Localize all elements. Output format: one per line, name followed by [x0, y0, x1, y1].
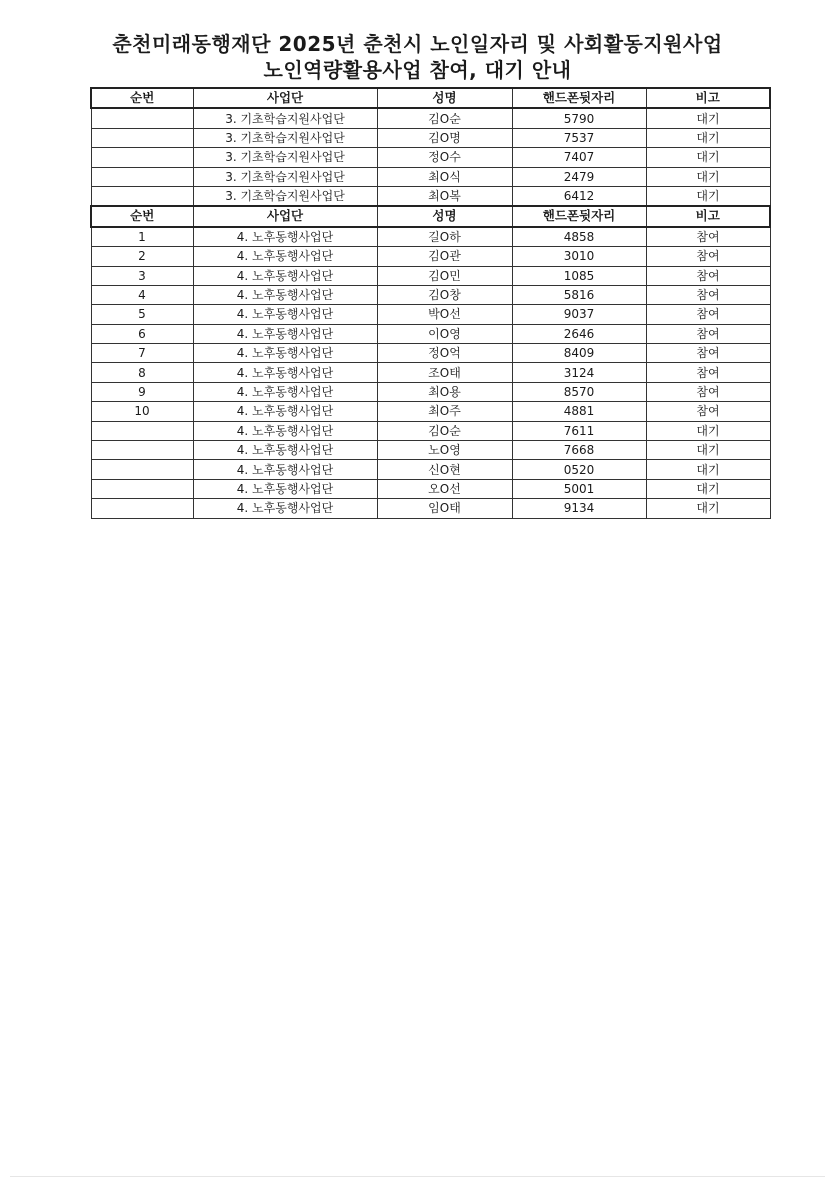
cell-unit: 3. 기초학습지원사업단	[193, 148, 377, 167]
cell-unit: 4. 노후동행사업단	[193, 382, 377, 401]
cell-name: 임O태	[377, 499, 512, 518]
cell-phone: 3124	[512, 363, 646, 382]
cell-no: 9	[91, 382, 193, 401]
cell-unit: 4. 노후동행사업단	[193, 499, 377, 518]
cell-no	[91, 148, 193, 167]
cell-note: 참여	[646, 227, 770, 247]
cell-no	[91, 441, 193, 460]
cell-phone: 5001	[512, 479, 646, 498]
header-name: 성명	[377, 206, 512, 226]
cell-note: 참여	[646, 285, 770, 304]
cell-no	[91, 499, 193, 518]
cell-unit: 4. 노후동행사업단	[193, 402, 377, 421]
table-row	[91, 479, 770, 498]
cell-note: 대기	[646, 167, 770, 186]
cell-no	[91, 460, 193, 479]
cell-unit: 3. 기초학습지원사업단	[193, 108, 377, 128]
cell-unit: 4. 노후동행사업단	[193, 227, 377, 247]
cell-name: 김O명	[377, 128, 512, 147]
cell-unit: 4. 노후동행사업단	[193, 460, 377, 479]
table-row	[91, 441, 770, 460]
header-no: 순번	[91, 206, 193, 226]
table-row	[91, 108, 770, 128]
cell-name: 김O순	[377, 421, 512, 440]
header-unit: 사업단	[193, 206, 377, 226]
header-no: 순번	[91, 88, 193, 108]
section-senior-companion	[91, 206, 770, 226]
cell-phone: 8570	[512, 382, 646, 401]
cell-name: 김O순	[377, 108, 512, 128]
cell-name: 정O수	[377, 148, 512, 167]
cell-no: 4	[91, 285, 193, 304]
cell-unit: 4. 노후동행사업단	[193, 344, 377, 363]
cell-note: 대기	[646, 479, 770, 498]
cell-note: 참여	[646, 247, 770, 266]
cell-note: 대기	[646, 460, 770, 479]
cell-name: 노O영	[377, 441, 512, 460]
cell-name: 길O하	[377, 227, 512, 247]
cell-note: 대기	[646, 499, 770, 518]
cell-no: 1	[91, 227, 193, 247]
table-row	[91, 499, 770, 518]
table-row	[91, 382, 770, 401]
header-note: 비고	[646, 88, 770, 108]
cell-unit: 4. 노후동행사업단	[193, 266, 377, 285]
cell-name: 최O주	[377, 402, 512, 421]
table-row	[91, 363, 770, 382]
table-row	[91, 421, 770, 440]
document-title-line1: 춘천미래동행재단 2025년 춘천시 노인일자리 및 사회활동지원사업	[112, 32, 723, 56]
cell-phone: 7537	[512, 128, 646, 147]
cell-no: 2	[91, 247, 193, 266]
cell-no: 8	[91, 363, 193, 382]
cell-phone: 2479	[512, 167, 646, 186]
cell-name: 신O현	[377, 460, 512, 479]
cell-phone: 7407	[512, 148, 646, 167]
cell-note: 참여	[646, 382, 770, 401]
table-row	[91, 247, 770, 266]
cell-no	[91, 479, 193, 498]
cell-unit: 4. 노후동행사업단	[193, 285, 377, 304]
cell-note: 참여	[646, 402, 770, 421]
cell-phone: 9037	[512, 305, 646, 324]
cell-unit: 4. 노후동행사업단	[193, 441, 377, 460]
document-title-line2: 노인역량활용사업 참여, 대기 안내	[263, 58, 572, 82]
table-row	[91, 324, 770, 343]
table-row	[91, 167, 770, 186]
cell-phone: 4881	[512, 402, 646, 421]
cell-note: 참여	[646, 363, 770, 382]
table-row	[91, 344, 770, 363]
header-phone: 핸드폰뒷자리	[512, 206, 646, 226]
cell-phone: 1085	[512, 266, 646, 285]
section1-rows	[91, 108, 770, 206]
cell-phone: 5816	[512, 285, 646, 304]
cell-note: 대기	[646, 421, 770, 440]
cell-name: 정O억	[377, 344, 512, 363]
section2-rows	[91, 227, 770, 518]
cell-note: 참여	[646, 324, 770, 343]
cell-no: 6	[91, 324, 193, 343]
cell-unit: 4. 노후동행사업단	[193, 305, 377, 324]
cell-name: 최O식	[377, 167, 512, 186]
cell-name: 박O선	[377, 305, 512, 324]
table-row	[91, 285, 770, 304]
cell-unit: 4. 노후동행사업단	[193, 421, 377, 440]
cell-phone: 4858	[512, 227, 646, 247]
cell-no: 3	[91, 266, 193, 285]
header-unit: 사업단	[193, 88, 377, 108]
cell-no: 5	[91, 305, 193, 324]
cell-no	[91, 421, 193, 440]
cell-name: 김O관	[377, 247, 512, 266]
cell-unit: 4. 노후동행사업단	[193, 247, 377, 266]
table-row	[91, 128, 770, 147]
header-row	[91, 206, 770, 226]
cell-no: 10	[91, 402, 193, 421]
cell-no	[91, 128, 193, 147]
cell-phone: 5790	[512, 108, 646, 128]
cell-unit: 3. 기초학습지원사업단	[193, 167, 377, 186]
cell-name: 김O민	[377, 266, 512, 285]
cell-name: 오O선	[377, 479, 512, 498]
table-row	[91, 186, 770, 206]
header-row	[91, 88, 770, 108]
cell-note: 대기	[646, 441, 770, 460]
page-edge-line	[10, 1176, 825, 1177]
cell-note: 참여	[646, 305, 770, 324]
header-note: 비고	[646, 206, 770, 226]
cell-unit: 4. 노후동행사업단	[193, 324, 377, 343]
cell-note: 대기	[646, 186, 770, 206]
cell-note: 대기	[646, 148, 770, 167]
cell-name: 조O태	[377, 363, 512, 382]
table-row	[91, 266, 770, 285]
table-row	[91, 227, 770, 247]
cell-note: 참여	[646, 344, 770, 363]
cell-note: 대기	[646, 128, 770, 147]
cell-phone: 6412	[512, 186, 646, 206]
table-row	[91, 402, 770, 421]
cell-unit: 3. 기초학습지원사업단	[193, 128, 377, 147]
header-name: 성명	[377, 88, 512, 108]
cell-name: 이O영	[377, 324, 512, 343]
cell-name: 최O복	[377, 186, 512, 206]
cell-phone: 7668	[512, 441, 646, 460]
roster-table	[90, 87, 771, 519]
cell-unit: 3. 기초학습지원사업단	[193, 186, 377, 206]
cell-no	[91, 108, 193, 128]
cell-unit: 4. 노후동행사업단	[193, 363, 377, 382]
cell-phone: 8409	[512, 344, 646, 363]
header-phone: 핸드폰뒷자리	[512, 88, 646, 108]
cell-no: 7	[91, 344, 193, 363]
section-basic-learning	[91, 88, 770, 108]
cell-phone: 2646	[512, 324, 646, 343]
cell-phone: 3010	[512, 247, 646, 266]
cell-name: 김O창	[377, 285, 512, 304]
table-row	[91, 305, 770, 324]
cell-unit: 4. 노후동행사업단	[193, 479, 377, 498]
cell-note: 대기	[646, 108, 770, 128]
cell-no	[91, 186, 193, 206]
table-row	[91, 148, 770, 167]
cell-phone: 9134	[512, 499, 646, 518]
cell-phone: 7611	[512, 421, 646, 440]
cell-no	[91, 167, 193, 186]
table-row	[91, 460, 770, 479]
cell-name: 최O용	[377, 382, 512, 401]
cell-note: 참여	[646, 266, 770, 285]
cell-phone: 0520	[512, 460, 646, 479]
